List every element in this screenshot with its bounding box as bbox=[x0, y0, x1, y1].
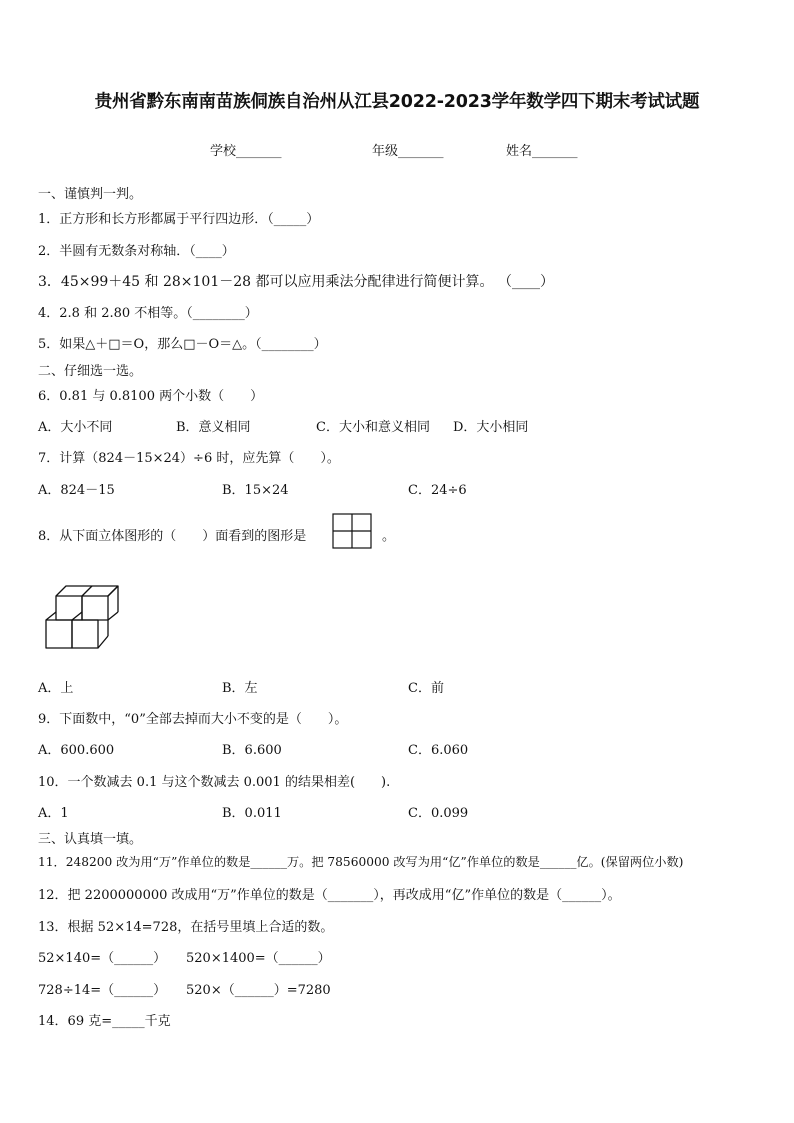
name-field[interactable]: 姓名_______ bbox=[506, 144, 578, 159]
question-14: 14．69 克=_____千克 bbox=[38, 1014, 171, 1029]
q7-option-a[interactable]: A．824－15 bbox=[38, 483, 115, 498]
question-11: 11．248200 改为用“万”作单位的数是______万。把 78560000 改写为用“亿”作单位的数是______亿。(保留两位小数) bbox=[38, 855, 684, 869]
question-8-end: 。 bbox=[382, 529, 396, 544]
q9-option-c[interactable]: C．6.060 bbox=[408, 743, 469, 758]
q13-item-1[interactable]: 52×140=（______） bbox=[38, 951, 167, 966]
question-5: 5．如果△＋□＝O，那么□－O＝△。（________） bbox=[38, 337, 327, 352]
q9-option-a[interactable]: A．600.600 bbox=[38, 743, 115, 758]
q6-option-c[interactable]: C．大小和意义相同 bbox=[316, 420, 430, 435]
question-7: 7．计算（824－15×24）÷6 时，应先算（ ）。 bbox=[38, 451, 340, 466]
q6-option-b[interactable]: B．意义相同 bbox=[176, 420, 251, 435]
q10-option-c[interactable]: C．0.099 bbox=[408, 806, 469, 821]
grade-field[interactable]: 年级_______ bbox=[372, 144, 444, 159]
q7-option-c[interactable]: C．24÷6 bbox=[408, 483, 467, 498]
question-2: 2．半圆有无数条对称轴．（____） bbox=[38, 244, 235, 259]
q6-option-d[interactable]: D．大小相同 bbox=[453, 420, 529, 435]
q6-option-a[interactable]: A．大小不同 bbox=[38, 420, 113, 435]
q8-option-a[interactable]: A．上 bbox=[38, 681, 74, 696]
q8-option-c[interactable]: C．前 bbox=[408, 681, 444, 696]
question-9: 9．下面数中，“0”全部去掉而大小不变的是（ ）。 bbox=[38, 712, 348, 727]
q7-option-b[interactable]: B．15×24 bbox=[222, 483, 289, 498]
grid-view-icon bbox=[332, 513, 372, 549]
question-3: 3．45×99＋45 和 28×101－28 都可以应用乘法分配律进行简便计算。 （____） bbox=[38, 274, 554, 290]
question-10: 10．一个数减去 0.1 与这个数减去 0.001 的结果相差( ). bbox=[38, 775, 391, 790]
question-1: 1．正方形和长方形都属于平行四边形．（_____） bbox=[38, 212, 320, 227]
q13-item-3[interactable]: 728÷14=（______） bbox=[38, 983, 167, 998]
question-13: 13．根据 52×14=728，在括号里填上合适的数。 bbox=[38, 920, 334, 935]
q10-option-b[interactable]: B．0.011 bbox=[222, 806, 282, 821]
q8-option-b[interactable]: B．左 bbox=[222, 681, 258, 696]
question-12: 12．把 2200000000 改成用“万”作单位的数是（_______），再改成用“亿”作单位的数是（______）。 bbox=[38, 888, 621, 903]
page-title: 贵州省黔东南南苗族侗族自治州从江县2022-2023学年数学四下期末考试试题 bbox=[94, 92, 700, 112]
question-6: 6．0.81 与 0.8100 两个小数（ ） bbox=[38, 389, 264, 404]
q13-item-2[interactable]: 520×1400=（______） bbox=[186, 951, 331, 966]
question-4: 4．2.8 和 2.80 不相等。（________） bbox=[38, 306, 258, 321]
q10-option-a[interactable]: A．1 bbox=[38, 806, 69, 821]
section-heading-1: 一、谨慎判一判。 bbox=[38, 187, 143, 202]
q9-option-b[interactable]: B．6.600 bbox=[222, 743, 282, 758]
section-heading-2: 二、仔细选一选。 bbox=[38, 364, 143, 379]
school-field[interactable]: 学校_______ bbox=[210, 144, 282, 159]
question-8: 8．从下面立体图形的（ ）面看到的图形是 bbox=[38, 529, 307, 544]
cube-stack-figure bbox=[42, 578, 122, 652]
section-heading-3: 三、认真填一填。 bbox=[38, 832, 143, 847]
q13-item-4[interactable]: 520×（______）=7280 bbox=[186, 983, 331, 998]
